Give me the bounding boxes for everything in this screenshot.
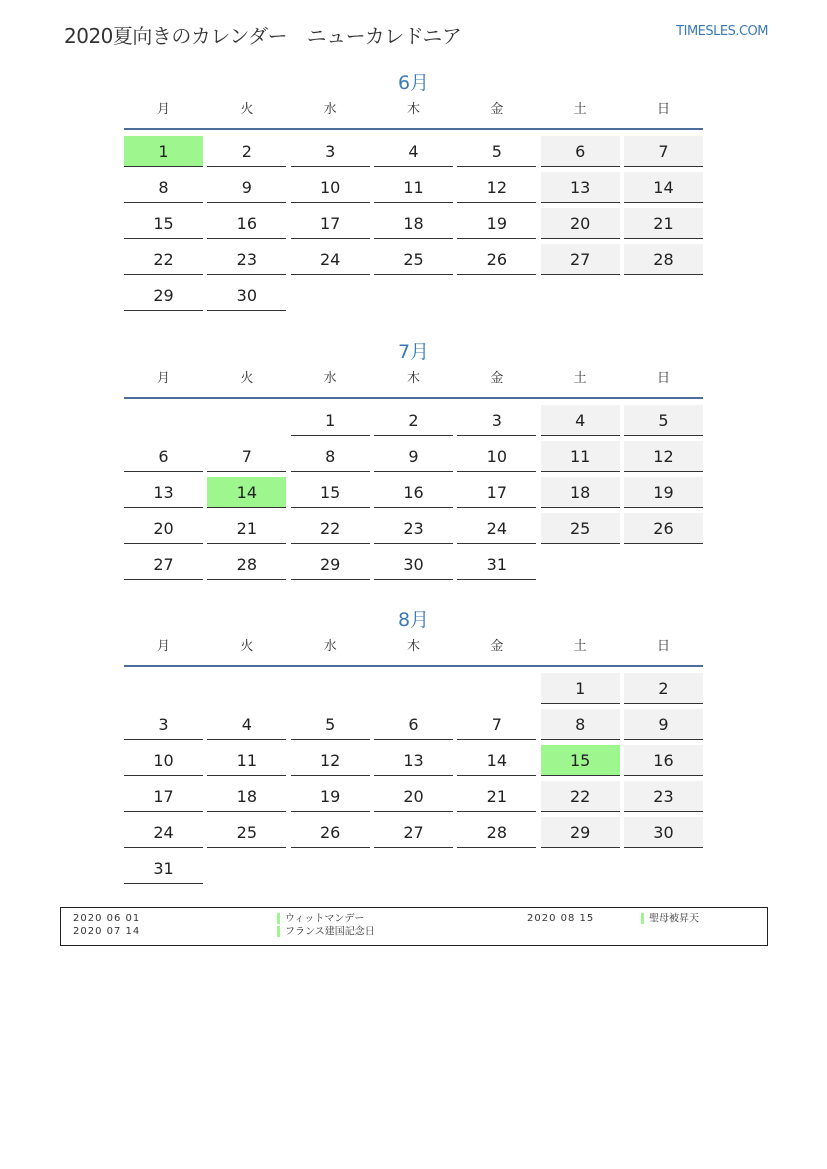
day-cell: 3 [124, 709, 203, 740]
page-title: 2020夏向きのカレンダー ニューカレドニア [64, 24, 462, 48]
day-cell: 22 [291, 513, 370, 544]
day-cell: 31 [457, 549, 536, 580]
day-cell: 27 [541, 244, 620, 275]
day-cell: 20 [124, 513, 203, 544]
day-cell: 27 [374, 817, 453, 848]
empty-day-cell [624, 549, 703, 579]
weekday-label: 木 [406, 102, 420, 117]
week-row [124, 477, 703, 509]
legend-holiday-name: 聖母被昇天 [649, 913, 699, 925]
day-cell: 23 [374, 513, 453, 544]
empty-day-cell [124, 673, 203, 703]
day-cell: 12 [291, 745, 370, 776]
week-row [124, 244, 703, 276]
weekday-label: 火 [240, 639, 254, 654]
day-cell: 21 [207, 513, 286, 544]
day-cell: 13 [374, 745, 453, 776]
legend-date: 2020 08 15 [527, 913, 595, 924]
week-row [124, 781, 703, 813]
day-cell: 19 [291, 781, 370, 812]
day-cell: 30 [207, 280, 286, 311]
empty-day-cell [541, 549, 620, 579]
month-title: 6月 [397, 72, 430, 94]
day-cell: 25 [374, 244, 453, 275]
week-row [124, 673, 703, 705]
day-cell: 14 [457, 745, 536, 776]
week-row [124, 709, 703, 741]
day-cell: 17 [457, 477, 536, 508]
day-cell: 17 [291, 208, 370, 239]
day-cell: 25 [541, 513, 620, 544]
day-cell: 14 [624, 172, 703, 203]
legend-holiday [277, 926, 375, 938]
empty-day-cell [374, 280, 453, 310]
day-cell: 5 [291, 709, 370, 740]
day-cell: 29 [541, 817, 620, 848]
month-block [124, 68, 703, 316]
day-cell: 4 [207, 709, 286, 740]
day-cell: 16 [624, 745, 703, 776]
day-cell: 21 [457, 781, 536, 812]
weekday-header [124, 635, 703, 659]
weekday-label: 月 [157, 371, 171, 386]
week-row [124, 441, 703, 473]
holiday-day-cell: 1 [124, 136, 203, 167]
weekday-label: 木 [406, 371, 420, 386]
day-cell: 23 [207, 244, 286, 275]
day-cell: 3 [457, 405, 536, 436]
day-cell: 12 [624, 441, 703, 472]
holiday-day-cell: 15 [541, 745, 620, 776]
day-cell: 11 [541, 441, 620, 472]
legend-date: 2020 06 01 [73, 913, 141, 924]
weekday-label: 水 [323, 639, 337, 654]
day-cell: 1 [541, 673, 620, 704]
day-cell: 28 [457, 817, 536, 848]
day-cell: 8 [124, 172, 203, 203]
day-cell: 22 [124, 244, 203, 275]
week-row [124, 280, 703, 312]
weekday-label: 日 [656, 102, 670, 117]
day-cell: 10 [291, 172, 370, 203]
day-cell: 16 [207, 208, 286, 239]
holiday-marker [641, 913, 644, 924]
day-cell: 19 [457, 208, 536, 239]
day-cell: 29 [291, 549, 370, 580]
day-cell: 30 [374, 549, 453, 580]
week-row [124, 853, 703, 885]
empty-day-cell [541, 853, 620, 883]
month-block [124, 337, 703, 585]
day-cell: 10 [457, 441, 536, 472]
header-divider [124, 397, 703, 399]
week-row [124, 513, 703, 545]
day-cell: 2 [374, 405, 453, 436]
day-cell: 1 [291, 405, 370, 436]
weekday-header [124, 367, 703, 391]
empty-day-cell [457, 853, 536, 883]
week-row [124, 817, 703, 849]
day-cell: 11 [207, 745, 286, 776]
day-cell: 17 [124, 781, 203, 812]
empty-day-cell [624, 280, 703, 310]
day-cell: 18 [541, 477, 620, 508]
day-cell: 4 [374, 136, 453, 167]
empty-day-cell [624, 853, 703, 883]
day-cell: 6 [541, 136, 620, 167]
day-cell: 21 [624, 208, 703, 239]
empty-day-cell [207, 673, 286, 703]
day-cell: 23 [624, 781, 703, 812]
day-cell: 5 [624, 405, 703, 436]
day-cell: 15 [124, 208, 203, 239]
day-cell: 13 [541, 172, 620, 203]
week-row [124, 549, 703, 581]
day-cell: 26 [624, 513, 703, 544]
legend-holiday-name: フランス建国記念日 [285, 926, 375, 938]
day-cell: 4 [541, 405, 620, 436]
week-row [124, 208, 703, 240]
day-cell: 31 [124, 853, 203, 884]
empty-day-cell [457, 280, 536, 310]
weekday-label: 土 [573, 102, 587, 117]
weekday-label: 水 [323, 102, 337, 117]
day-cell: 22 [541, 781, 620, 812]
legend-holiday [641, 913, 699, 925]
weekday-label: 月 [157, 102, 171, 117]
legend-date: 2020 07 14 [73, 926, 141, 937]
day-cell: 29 [124, 280, 203, 311]
day-cell: 27 [124, 549, 203, 580]
day-cell: 2 [624, 673, 703, 704]
month-block [124, 605, 703, 889]
day-cell: 25 [207, 817, 286, 848]
day-cell: 5 [457, 136, 536, 167]
day-cell: 9 [374, 441, 453, 472]
legend-holiday-name: ウィットマンデー [285, 913, 365, 925]
empty-day-cell [291, 673, 370, 703]
empty-day-cell [457, 673, 536, 703]
day-cell: 7 [207, 441, 286, 472]
day-cell: 24 [124, 817, 203, 848]
header-divider [124, 128, 703, 130]
empty-day-cell [207, 405, 286, 435]
holiday-day-cell: 14 [207, 477, 286, 508]
day-cell: 6 [124, 441, 203, 472]
week-row [124, 745, 703, 777]
day-cell: 28 [624, 244, 703, 275]
weekday-label: 火 [240, 102, 254, 117]
weekday-label: 土 [573, 371, 587, 386]
day-cell: 11 [374, 172, 453, 203]
day-cell: 20 [374, 781, 453, 812]
weekday-label: 月 [157, 639, 171, 654]
weekday-label: 火 [240, 371, 254, 386]
weekday-label: 日 [656, 639, 670, 654]
day-cell: 16 [374, 477, 453, 508]
brand-link[interactable]: TIMESLES.COM [676, 24, 768, 39]
weekday-label: 木 [406, 639, 420, 654]
week-row [124, 405, 703, 437]
week-row [124, 136, 703, 168]
day-cell: 9 [624, 709, 703, 740]
day-cell: 24 [457, 513, 536, 544]
day-cell: 20 [541, 208, 620, 239]
day-cell: 7 [624, 136, 703, 167]
empty-day-cell [291, 280, 370, 310]
week-row [124, 172, 703, 204]
weekday-label: 金 [490, 639, 504, 654]
day-cell: 12 [457, 172, 536, 203]
weekday-label: 日 [656, 371, 670, 386]
weekday-label: 水 [323, 371, 337, 386]
day-cell: 30 [624, 817, 703, 848]
weekday-label: 金 [490, 371, 504, 386]
day-cell: 13 [124, 477, 203, 508]
day-cell: 9 [207, 172, 286, 203]
day-cell: 10 [124, 745, 203, 776]
day-cell: 15 [291, 477, 370, 508]
empty-day-cell [374, 673, 453, 703]
day-cell: 28 [207, 549, 286, 580]
day-cell: 26 [457, 244, 536, 275]
holiday-legend [60, 907, 768, 946]
month-title: 8月 [397, 609, 430, 631]
day-cell: 18 [374, 208, 453, 239]
day-cell: 3 [291, 136, 370, 167]
empty-day-cell [291, 853, 370, 883]
holiday-marker [277, 926, 280, 937]
day-cell: 7 [457, 709, 536, 740]
day-cell: 6 [374, 709, 453, 740]
weekday-label: 土 [573, 639, 587, 654]
empty-day-cell [374, 853, 453, 883]
legend-holiday [277, 913, 364, 925]
day-cell: 24 [291, 244, 370, 275]
empty-day-cell [541, 280, 620, 310]
day-cell: 26 [291, 817, 370, 848]
empty-day-cell [207, 853, 286, 883]
header-divider [124, 665, 703, 667]
day-cell: 18 [207, 781, 286, 812]
day-cell: 8 [291, 441, 370, 472]
weekday-label: 金 [490, 102, 504, 117]
weekday-header [124, 98, 703, 122]
day-cell: 19 [624, 477, 703, 508]
day-cell: 2 [207, 136, 286, 167]
month-title: 7月 [397, 341, 430, 363]
day-cell: 8 [541, 709, 620, 740]
empty-day-cell [124, 405, 203, 435]
holiday-marker [277, 913, 280, 924]
